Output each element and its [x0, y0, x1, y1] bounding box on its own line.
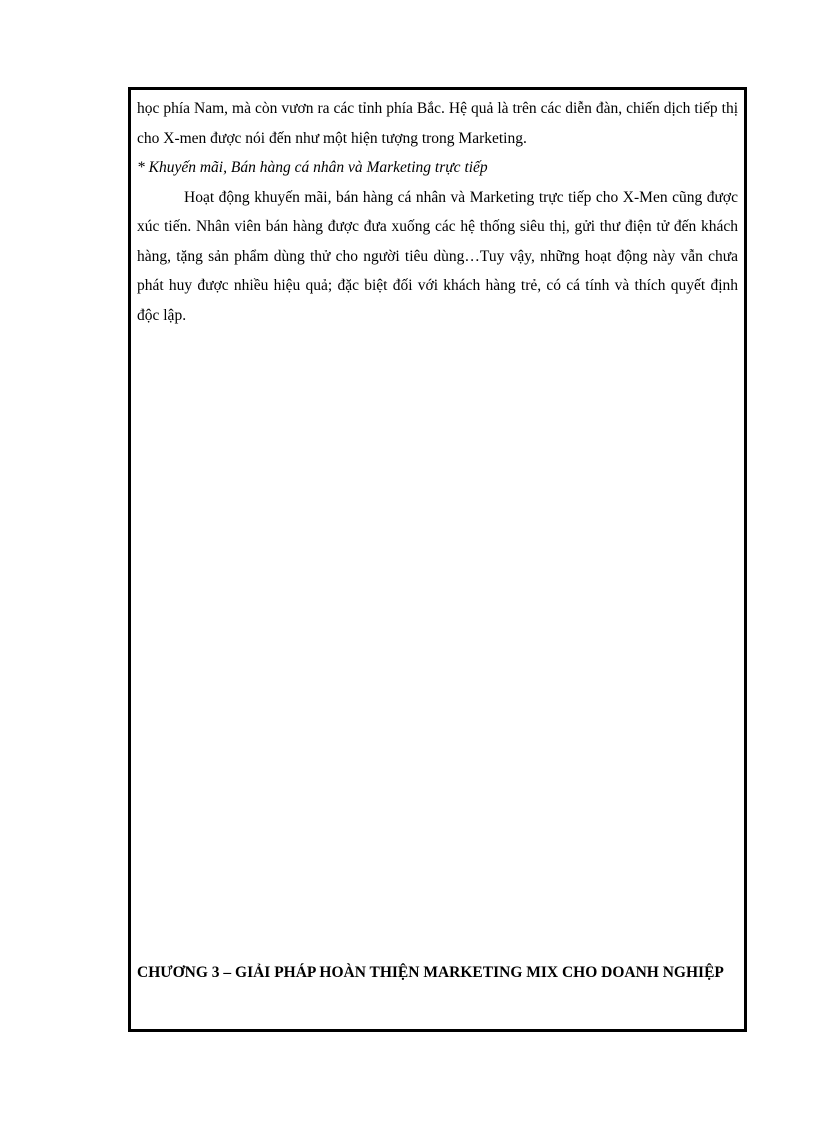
page-border-frame [128, 87, 747, 1032]
section-heading: * Khuyến mãi, Bán hàng cá nhân và Marketing trực tiếp [137, 159, 488, 176]
chapter-title: CHƯƠNG 3 – GIẢI PHÁP HOÀN THIỆN MARKETING MIX CHO DOANH NGHIỆP [137, 964, 724, 981]
body-text [137, 94, 738, 330]
paragraph-promotion: Hoạt động khuyến mãi, bán hàng cá nhân và Marketing trực tiếp cho X-Men cũng được xúc tiến. Nhân viên bán hàng được đưa xuống các hệ thống siêu thị, gửi thư điện tử đến khách hàng, tặng sản phẩm dùng thử cho người tiêu dùng…Tuy vậy, những hoạt động này vẫn chưa phát huy được nhiều hiệu quả; đặc biệt đối với khách hàng trẻ, có cá tính và thích quyết định độc lập. [137, 188, 738, 324]
paragraph-continued: học phía Nam, mà còn vươn ra các tỉnh phía Bắc. Hệ quả là trên các diễn đàn, chiến dịch tiếp thị cho X-men được nói đến như một hiện tượng trong Marketing. [137, 100, 738, 147]
